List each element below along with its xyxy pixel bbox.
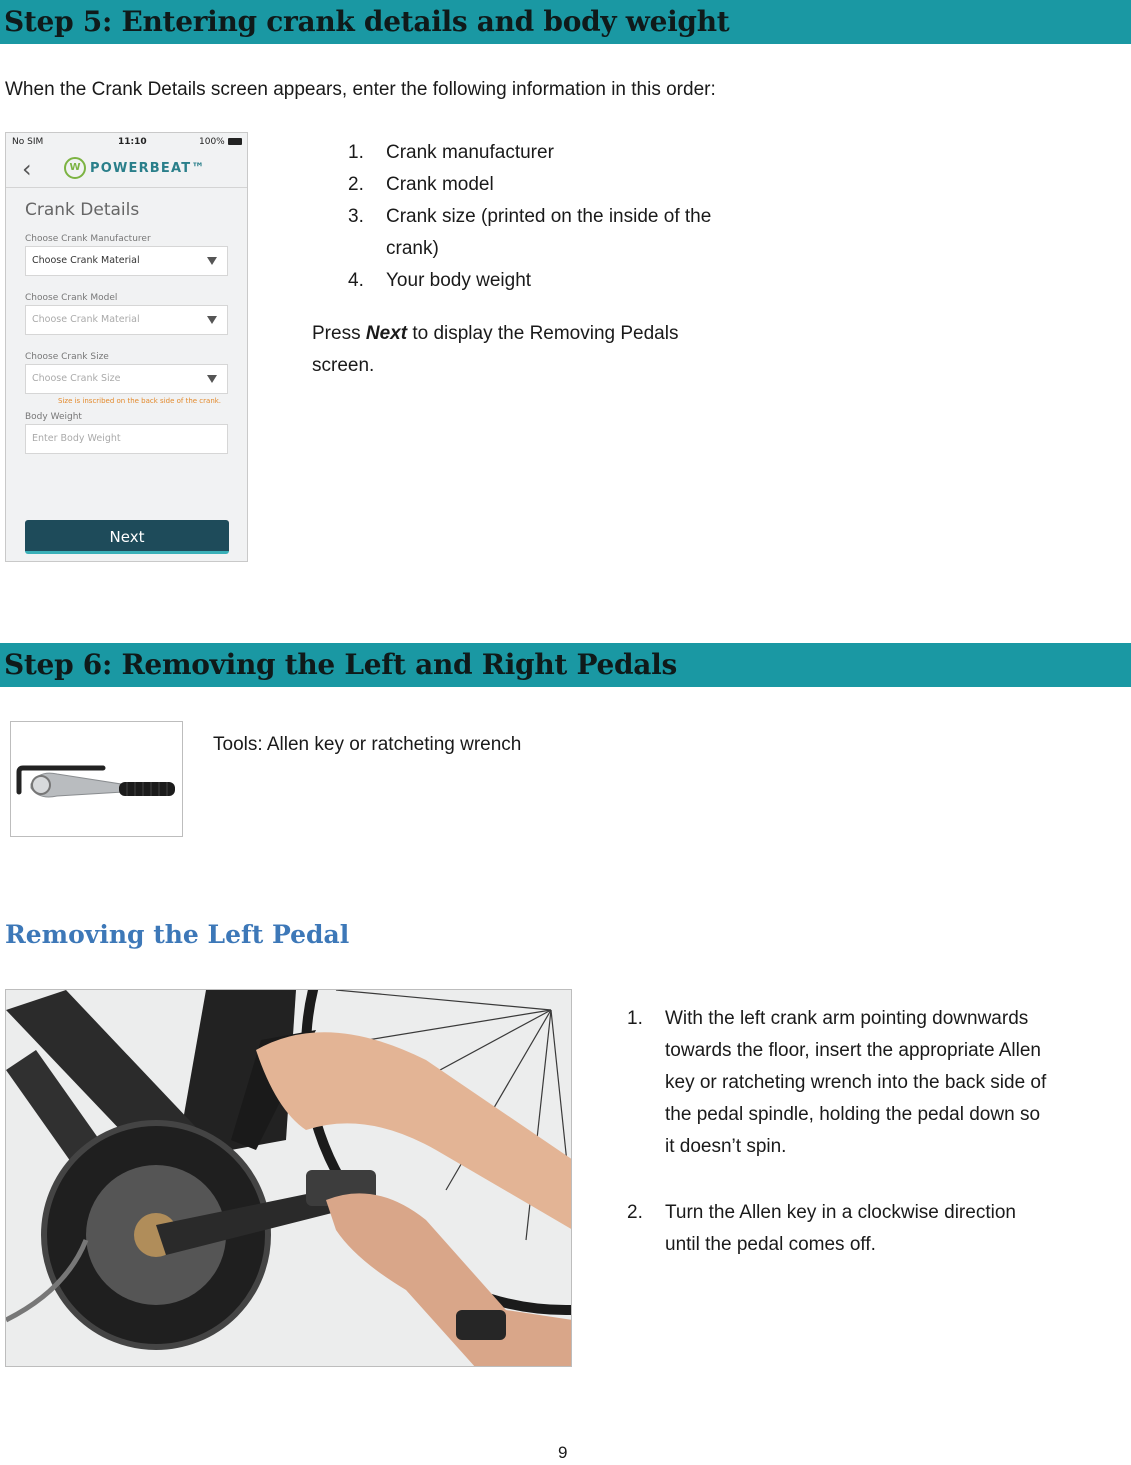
- list-item: 2. Turn the Allen key in a clockwise direction until the pedal comes off.: [627, 1202, 1016, 1255]
- manufacturer-label: Choose Crank Manufacturer: [25, 234, 151, 244]
- screen-title: Crank Details: [25, 200, 140, 220]
- weight-input: Enter Body Weight: [25, 424, 228, 454]
- list-item: 1. Crank manufacturer: [348, 142, 554, 163]
- press-next-instruction: Press Next to display the Removing Pedals screen.: [312, 323, 679, 376]
- size-value: Choose Crank Size: [32, 373, 121, 384]
- page-number: 9: [558, 1443, 568, 1462]
- size-select: [25, 364, 228, 394]
- chevron-down-icon: [207, 316, 217, 324]
- size-note: Size is inscribed on the back side of the crank.: [58, 397, 222, 405]
- brand-name: POWERBEAT™: [90, 161, 206, 176]
- list-item: 4. Your body weight: [348, 270, 532, 291]
- battery-icon: [228, 138, 242, 145]
- battery-text: 100%: [199, 137, 225, 147]
- carrier-text: No SIM: [12, 137, 44, 147]
- left-pedal-photo: [5, 989, 572, 1367]
- manufacturer-select: [25, 246, 228, 276]
- list-item: 3. Crank size (printed on the inside of the crank): [348, 206, 712, 259]
- allen-key-and-wrench-illustration: [11, 722, 183, 837]
- next-emphasis: Next: [365, 323, 408, 344]
- next-button: Next: [25, 520, 229, 554]
- left-pedal-steps: [627, 1003, 1047, 1261]
- tools-text: Tools: Allen key or ratcheting wrench: [213, 734, 522, 755]
- app-bar: [6, 153, 247, 188]
- powerbeat-logo-icon: W: [64, 157, 86, 179]
- crank-details-list: [348, 137, 748, 297]
- step6-heading: Step 6: Removing the Left and Right Pedals: [0, 643, 1131, 687]
- list-item: 1. With the left crank arm pointing downwards towards the floor, insert the appropriate Allen key or ratcheting wrench into the back side of the pedal spindle, holding the pedal down so it doesn’t spin.: [627, 1008, 1047, 1157]
- crank-details-screenshot: [5, 132, 248, 562]
- step5-heading: Step 5: Entering crank details and body weight: [0, 0, 1131, 44]
- back-chevron-icon: ‹: [22, 155, 32, 183]
- size-label: Choose Crank Size: [25, 352, 109, 362]
- left-pedal-heading: Removing the Left Pedal: [5, 920, 350, 949]
- chevron-down-icon: [207, 375, 217, 383]
- list-item: 2. Crank model: [348, 174, 494, 195]
- weight-label: Body Weight: [25, 412, 82, 422]
- wrench-head-icon: [32, 776, 50, 794]
- chevron-down-icon: [207, 257, 217, 265]
- manufacturer-value: Choose Crank Material: [32, 255, 140, 266]
- clock-text: 11:10: [118, 137, 147, 147]
- watch-icon: [456, 1310, 506, 1340]
- step5-intro: When the Crank Details screen appears, enter the following information in this order:: [5, 79, 716, 100]
- model-value: Choose Crank Material: [32, 314, 140, 325]
- bike-crank-illustration: [6, 990, 572, 1367]
- tools-image: [10, 721, 183, 837]
- status-bar: [6, 133, 247, 153]
- model-label: Choose Crank Model: [25, 293, 118, 303]
- model-select: [25, 305, 228, 335]
